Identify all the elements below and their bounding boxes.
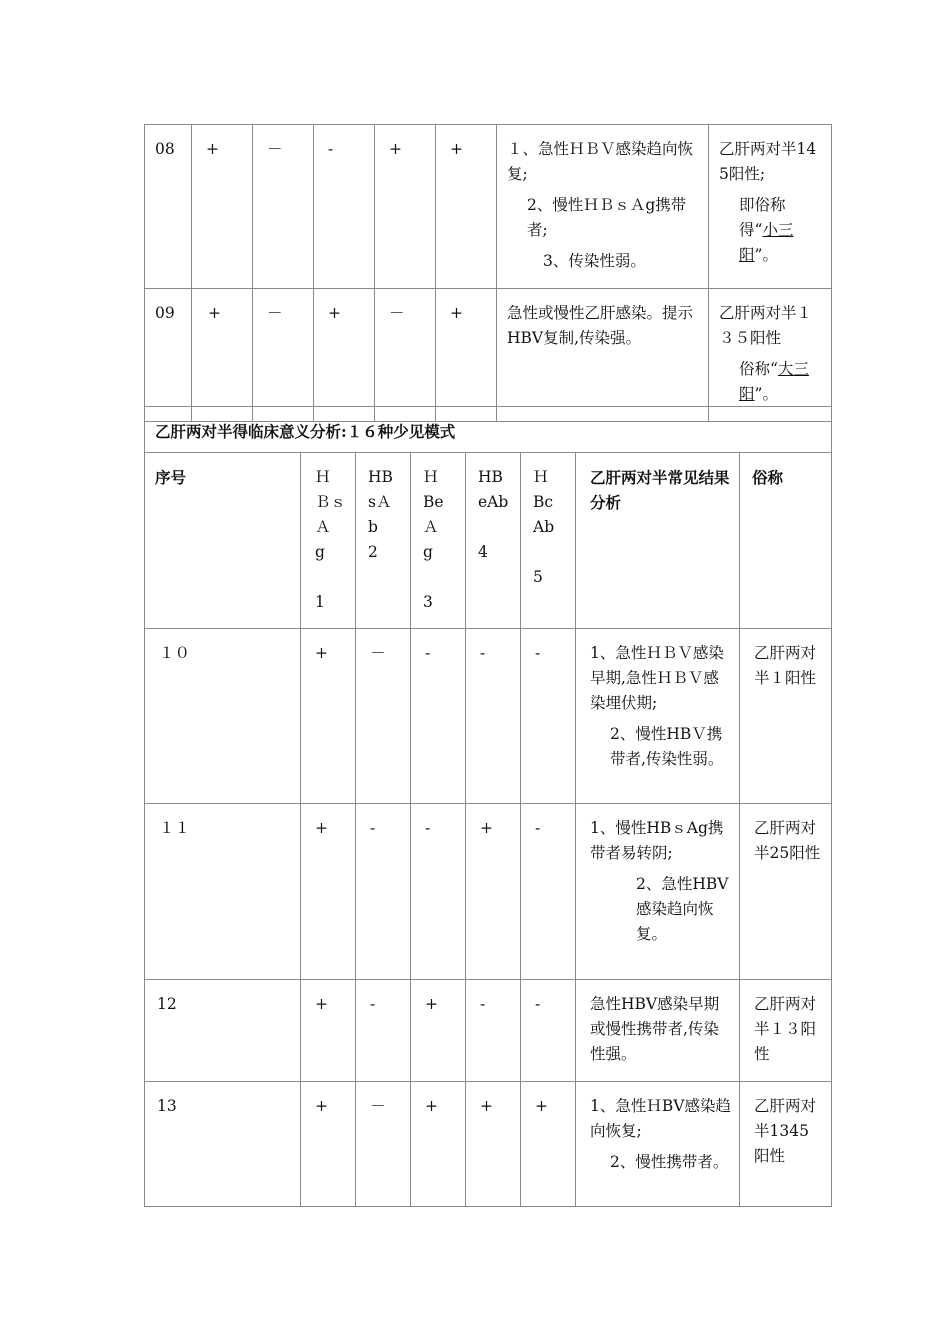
common-name-cell <box>709 125 832 289</box>
common-name-cell: 乙肝两对半１阳性 <box>740 629 832 804</box>
xiao-san-yang-link[interactable]: 小三阳 <box>739 221 794 264</box>
header-hbeab: HB eAb 4 <box>466 453 521 629</box>
header-analysis: 乙肝两对半常见结果分析 <box>576 453 740 629</box>
row-number: 13 <box>145 1082 301 1207</box>
hbcab-result: - <box>521 980 576 1082</box>
table-row <box>145 629 832 804</box>
analysis-paragraph: 急性或慢性乙肝感染。提示HBV复制,传染强。 <box>507 304 694 347</box>
table-row <box>145 125 832 289</box>
row-number: １０ <box>145 629 301 804</box>
analysis-cell <box>576 629 740 804</box>
table-row <box>145 289 832 422</box>
header-hbeag: Ｈ Be Ａ g 3 <box>411 453 466 629</box>
hbsab-result: - <box>356 804 411 980</box>
hbsab-result: － <box>356 1082 411 1207</box>
hbcab-result: + <box>436 289 497 422</box>
hbeag-result: - <box>411 804 466 980</box>
header-common-name: 俗称 <box>740 453 832 629</box>
table-header-row <box>145 453 832 629</box>
hbsab-result: - <box>356 980 411 1082</box>
analysis-cell <box>497 125 709 289</box>
analysis-cell <box>576 980 740 1082</box>
analysis-cell <box>576 1082 740 1207</box>
hbeab-result: + <box>375 125 436 289</box>
row-number: 09 <box>145 289 192 422</box>
name-prefix: 俗称“ <box>739 360 778 378</box>
hbeab-result: － <box>375 289 436 422</box>
hbsab-result: － <box>356 629 411 804</box>
hbsag-result: + <box>301 629 356 804</box>
section-title-row <box>145 407 832 453</box>
name-suffix: ”。 <box>754 385 778 403</box>
analysis-paragraph: 1、慢性HBｓAg携带者易转阴; <box>590 819 724 862</box>
analysis-paragraph: 2、慢性ＨＢｓＡg携带者; <box>527 196 687 239</box>
hbsag-result: + <box>192 125 253 289</box>
analysis-paragraph: 1、急性ＨBV感染趋向恢复; <box>590 1097 731 1140</box>
analysis-paragraph: 1、急性ＨＢＶ感染早期,急性ＨＢＶ感染埋伏期; <box>590 644 724 712</box>
analysis-cell <box>497 289 709 422</box>
hbeag-result: - <box>314 125 375 289</box>
hbeab-result: + <box>466 1082 521 1207</box>
common-name-cell <box>709 289 832 422</box>
analysis-cell <box>576 804 740 980</box>
name-suffix: ”。 <box>754 246 778 264</box>
row-number: 12 <box>145 980 301 1082</box>
hbeab-result: + <box>466 804 521 980</box>
common-name-paragraph <box>719 193 823 268</box>
row-number: 08 <box>145 125 192 289</box>
hbcab-result: - <box>521 804 576 980</box>
hbcab-result: + <box>436 125 497 289</box>
hbeag-result: + <box>411 980 466 1082</box>
hbsag-result: + <box>301 980 356 1082</box>
analysis-paragraph: 急性HBV感染早期或慢性携带者,传染性强。 <box>590 995 720 1063</box>
section-title: 乙肝两对半得临床意义分析:１６种少见模式 <box>145 407 832 453</box>
pattern-table-rare <box>144 406 832 1207</box>
common-name-paragraph: 乙肝两对半145阳性; <box>719 140 817 183</box>
analysis-paragraph: 2、慢性HBＶ携带者,传染性弱。 <box>610 725 724 768</box>
hbsab-result: － <box>253 125 314 289</box>
hbeag-result: + <box>411 1082 466 1207</box>
hbsag-result: + <box>301 1082 356 1207</box>
header-hbsag: Ｈ Ｂｓ Ａ g 1 <box>301 453 356 629</box>
analysis-paragraph: 3、传染性弱。 <box>543 252 646 270</box>
hbeag-result: - <box>411 629 466 804</box>
name-prefix: 即俗称得“ <box>739 196 786 239</box>
common-name-paragraph: 乙肝两对半１３５阳性 <box>719 304 813 347</box>
header-hbcab: Ｈ Bc Ab 5 <box>521 453 576 629</box>
hbeab-result: - <box>466 980 521 1082</box>
analysis-paragraph: 2、急性HBV感染趋向恢复。 <box>636 875 729 943</box>
hbeag-result: + <box>314 289 375 422</box>
table-row <box>145 980 832 1082</box>
da-san-yang-link[interactable]: 大三阳 <box>739 360 809 403</box>
hbcab-result: + <box>521 1082 576 1207</box>
common-name-cell: 乙肝两对半1345阳性 <box>740 1082 832 1207</box>
common-name-cell: 乙肝两对半25阳性 <box>740 804 832 980</box>
hbeab-result: - <box>466 629 521 804</box>
analysis-paragraph: 2、慢性携带者。 <box>610 1153 729 1171</box>
analysis-paragraph: １、急性ＨＢＶ感染趋向恢复; <box>507 140 694 183</box>
hbsag-result: + <box>192 289 253 422</box>
hbsab-result: － <box>253 289 314 422</box>
table-row <box>145 804 832 980</box>
hbsag-result: + <box>301 804 356 980</box>
table-row <box>145 1082 832 1207</box>
header-no: 序号 <box>145 453 301 629</box>
common-name-paragraph <box>719 357 823 407</box>
common-name-cell: 乙肝两对半１３阳性 <box>740 980 832 1082</box>
row-number: １１ <box>145 804 301 980</box>
pattern-table-continued <box>144 124 832 422</box>
hbcab-result: - <box>521 629 576 804</box>
header-hbsab: HB sＡ b 2 <box>356 453 411 629</box>
